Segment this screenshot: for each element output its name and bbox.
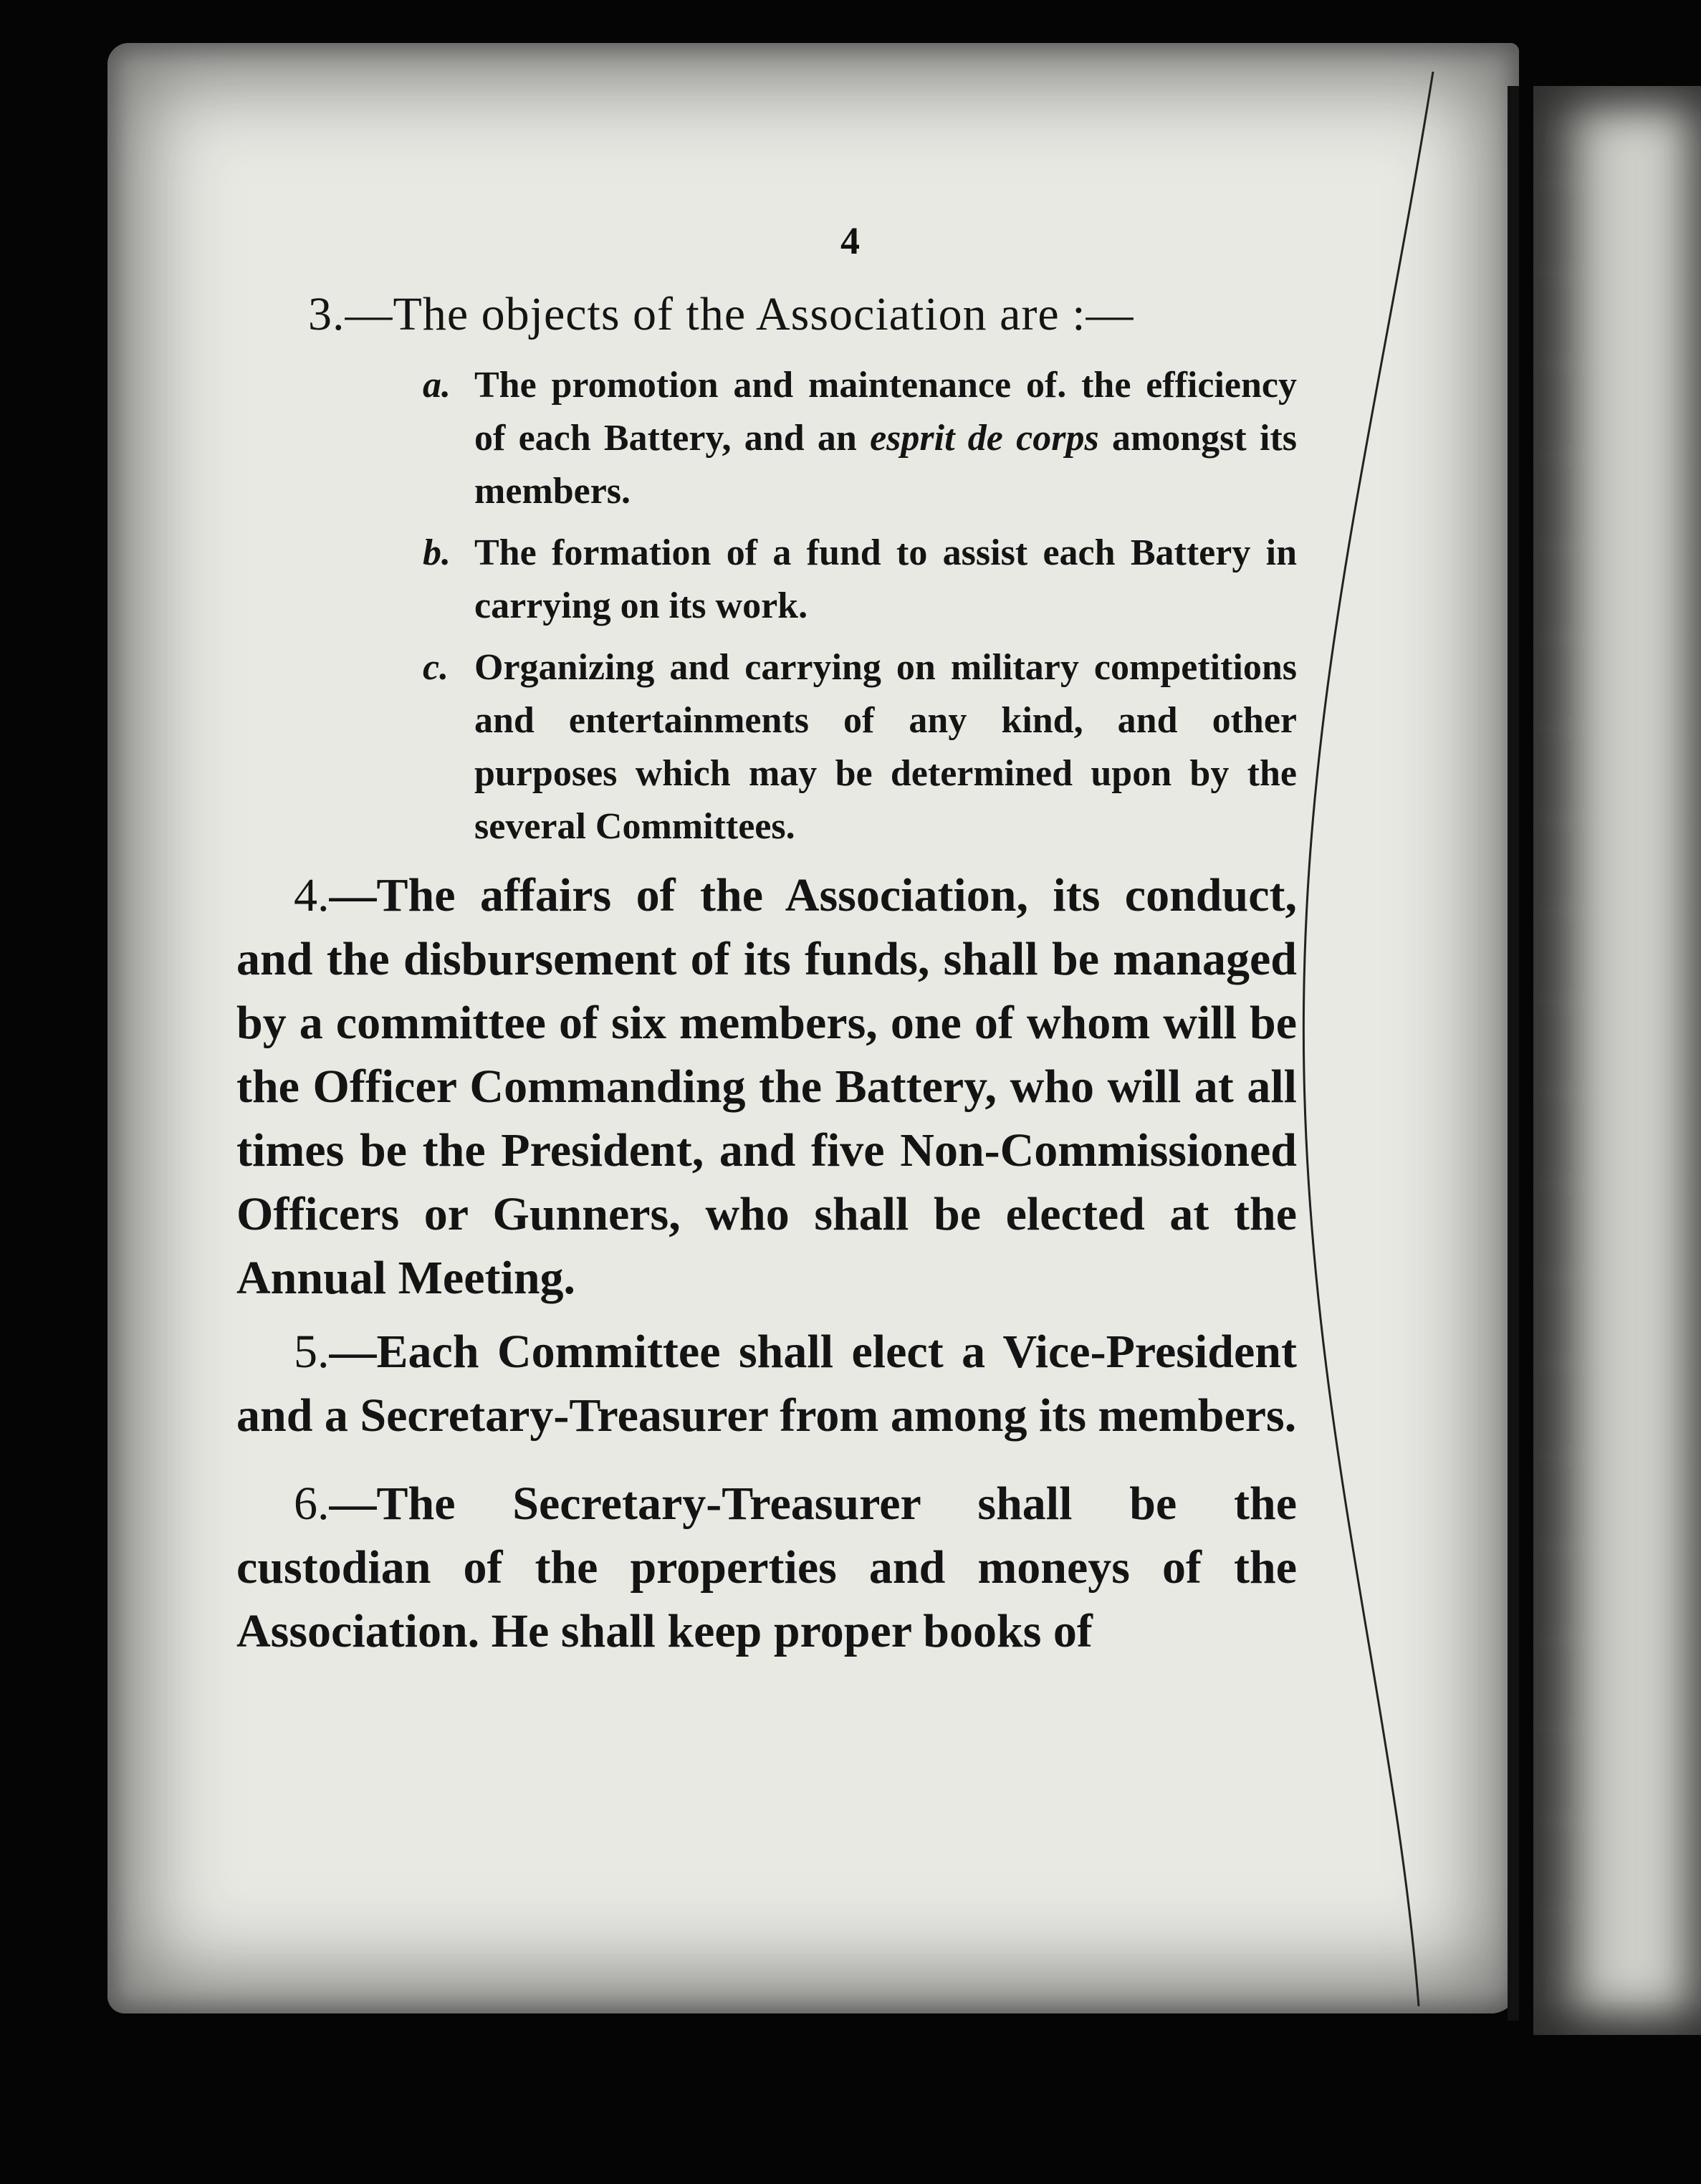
paragraph: [236, 1320, 1297, 1447]
paragraph-text: —The Secretary-Treasurer shall be the custodian of the properties and moneys of the Association. He shall keep proper books of: [236, 1477, 1297, 1657]
document-body: [236, 283, 1297, 1663]
list-item-label: b.: [423, 532, 451, 573]
list-item-text: The formation of a fund to assist each Battery in carrying on its work.: [474, 532, 1297, 626]
paragraph-text: —The affairs of the Association, its conduct, and the disbursement of its funds, shall be managed by a committee of six members, one of whom will be the Officer Commanding the Battery, who will at all times be the President, and five Non-Commissioned Officers or Gunners, who shall be elected at the Annual Meeting.: [236, 869, 1297, 1304]
list-item-text: The promotion and maintenance of. the efficiency of each Battery, and an esprit de corps amongst its members.: [474, 365, 1297, 512]
list-item: [423, 527, 1297, 633]
page-right-edge: [1533, 86, 1701, 2035]
page-gutter: [1508, 86, 1519, 2021]
paragraph: [236, 1472, 1297, 1663]
paragraph-number: 4.: [294, 869, 330, 921]
paragraph-number: 5.: [294, 1326, 330, 1378]
paragraph: [236, 863, 1297, 1310]
list-item-label: a.: [423, 365, 451, 406]
list-item-text: Organizing and carrying on military competitions and entertainments of any kind, and other purposes which may be determined upon by the several Committees.: [474, 647, 1297, 847]
list-item: [423, 641, 1297, 853]
paragraph-text: —Each Committee shall elect a Vice-President and a Secretary-Treasurer from among its members.: [236, 1326, 1297, 1442]
list-item: [423, 359, 1297, 518]
page-number: 4: [840, 219, 861, 262]
italic-phrase: esprit de corps: [870, 418, 1099, 459]
list-item-label: c.: [423, 647, 449, 688]
paragraph-number: 6.: [294, 1477, 330, 1530]
section-heading: 3.—The objects of the Association are :—: [308, 288, 1134, 340]
